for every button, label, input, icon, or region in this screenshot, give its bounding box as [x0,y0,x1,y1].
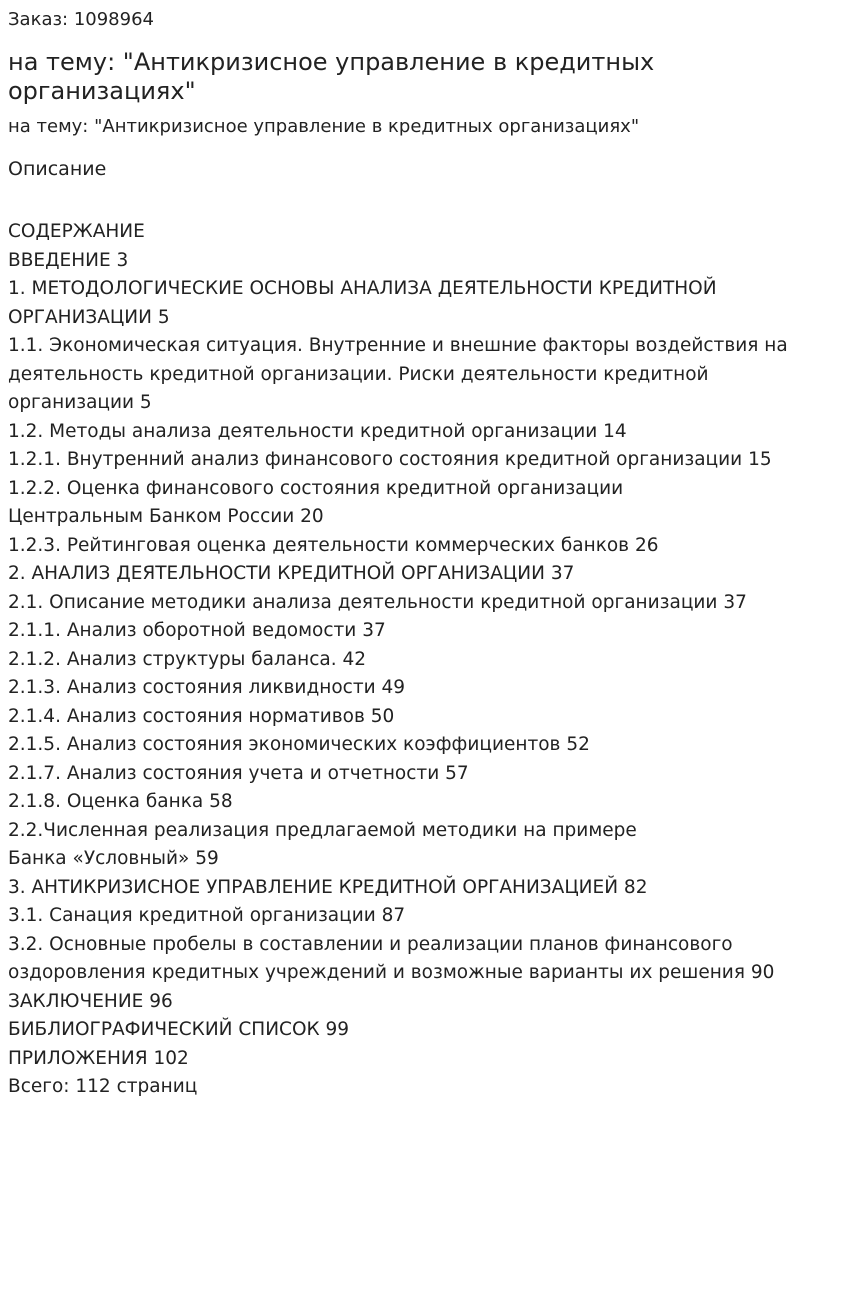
description-body [8,218,839,1102]
page-subtitle: на тему: "Антикризисное управление в кредитных организациях" [8,116,640,137]
toc-item: 2.1.8. Оценка банка 58 [8,791,233,812]
page-title: на тему: "Антикризисное управление в кредитных организациях" [8,48,655,105]
toc-item: ВВЕДЕНИЕ 3 [8,249,129,271]
toc-item: 1.1. Экономическая ситуация. Внутренние и внешние факторы воздействия на деятельность кредитной организации. Риски деятельности кредитной организации 5 [8,335,788,413]
toc-item: 2.1.2. Анализ структуры баланса. 42 [8,648,367,670]
toc-item: 1. МЕТОДОЛОГИЧЕСКИЕ ОСНОВЫ АНАЛИЗА ДЕЯТЕЛЬНОСТИ КРЕДИТНОЙ ОРГАНИЗАЦИИ 5 [8,278,717,328]
toc-list [8,247,839,1074]
toc-item: 2.1.1. Анализ оборотной ведомости 37 [8,620,386,641]
toc-item: 2.1.7. Анализ состояния учета и отчетности 57 [8,762,469,784]
toc-item: ПРИЛОЖЕНИЯ 102 [8,1047,189,1069]
toc-item: 2. АНАЛИЗ ДЕЯТЕЛЬНОСТИ КРЕДИТНОЙ ОРГАНИЗАЦИИ 37 [8,563,575,584]
toc-item: 1.2.3. Рейтинговая оценка деятельности коммерческих банков 26 [8,534,659,556]
toc-item: 3.2. Основные пробелы в составлении и реализации планов финансового оздоровления кредитных учреждений и возможные варианты их решения 90 [8,933,775,983]
description-label: Описание [8,158,107,180]
total-pages: Всего: 112 страниц [8,1076,198,1097]
toc-item: 2.1. Описание методики анализа деятельности кредитной организации 37 [8,591,747,613]
toc-item: 1.2.2. Оценка финансового состояния кредитной организации Центральным Банком России 20 [8,477,624,527]
toc-item: 3.1. Санация кредитной организации 87 [8,905,406,926]
toc-item: 2.1.3. Анализ состояния ликвидности 49 [8,677,406,698]
toc-item: 1.2.1. Внутренний анализ финансового состояния кредитной организации 15 [8,449,772,470]
toc-item: 2.2.Численная реализация предлагаемой методики на примере Банка «Условный» 59 [8,819,637,869]
toc-item: 3. АНТИКРИЗИСНОЕ УПРАВЛЕНИЕ КРЕДИТНОЙ ОРГАНИЗАЦИЕЙ 82 [8,876,648,898]
toc-item: ЗАКЛЮЧЕНИЕ 96 [8,990,173,1012]
toc-item: 1.2. Методы анализа деятельности кредитной организации 14 [8,420,627,442]
toc-heading: СОДЕРЖАНИЕ [8,221,145,242]
toc-item: БИБЛИОГРАФИЧЕСКИЙ СПИСОК 99 [8,1019,350,1040]
toc-item: 2.1.4. Анализ состояния нормативов 50 [8,705,395,727]
order-number: Заказ: 1098964 [8,9,154,30]
toc-item: 2.1.5. Анализ состояния экономических коэффициентов 52 [8,734,590,755]
